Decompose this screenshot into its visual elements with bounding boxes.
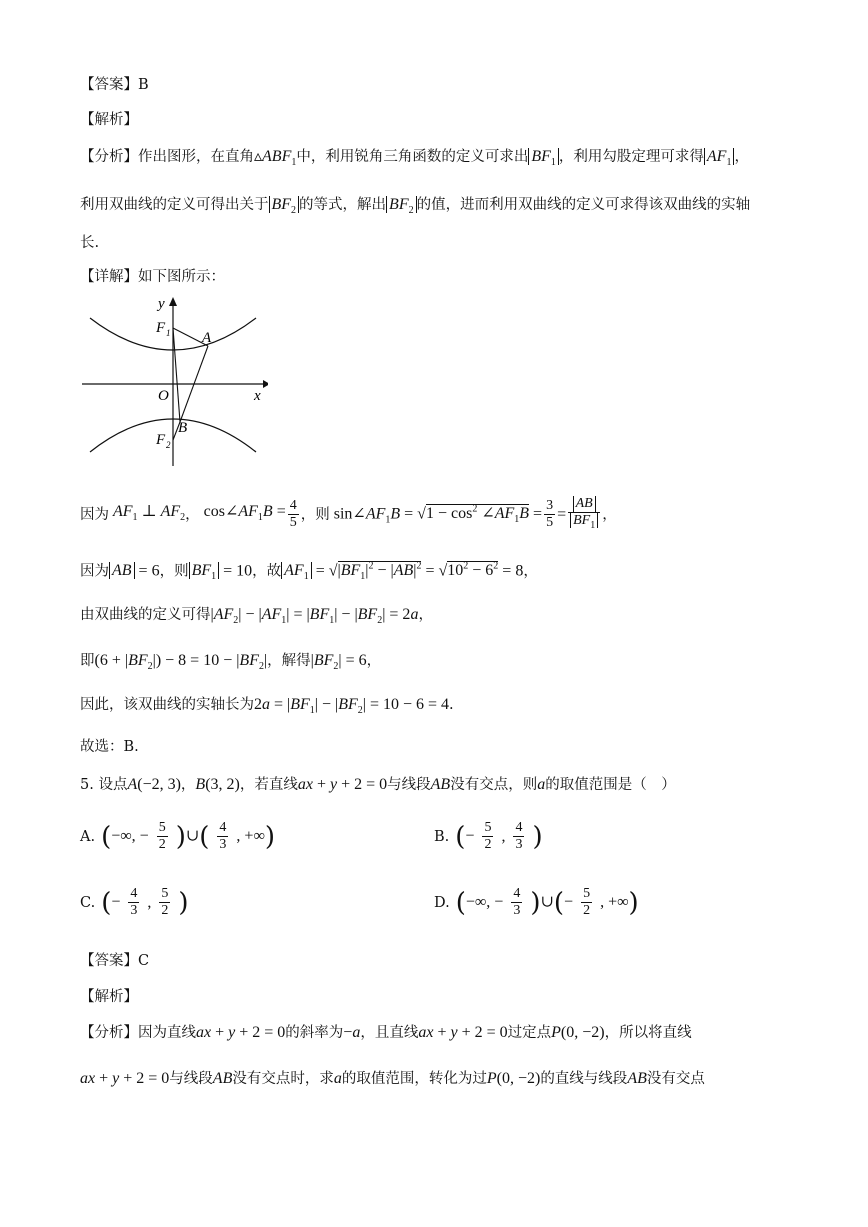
label-f1: F: [156, 320, 166, 336]
answer-label-q4: 【答案】B: [80, 77, 149, 93]
conclusion-q4: 故选：B.: [80, 739, 139, 755]
option-c[interactable]: C. (− $\frac{4}{3}$ , $\frac{5}{2}$ ): [80, 886, 189, 918]
label-o: O: [158, 388, 169, 404]
solution-line-1: 因为 $AF_1$ ⊥ $AF_2$ ， $\cos\angle AF_1B$ = $\frac{4}{5}$ ，则 $\sin\angle AF_1B = √1 - \cos^2$ $\angle AF_1B$ = $\frac{3}{5}$ = $\frac{AB}{BF_1}$ ，: [80, 496, 617, 534]
label-y: y: [158, 296, 165, 312]
label-f2: F: [156, 432, 166, 448]
svg-text:2: 2: [166, 440, 171, 450]
analysis-header-q4: 【解析】: [80, 112, 138, 128]
q5-analysis-line-2: ax + y + 2 = 0与线段AB没有交点时，求a的取值范围，转化为过P(0, −2)的直线与线段AB没有交点: [80, 1070, 705, 1087]
segment-f1-b: [173, 328, 180, 422]
solution-line-2: 因为 AB = 6，则 $BF_1 = 10$，故 $AF_1 = √|BF_1|^2 - |AB|^2 = √10^2 - 6^2 = 8$，: [80, 561, 538, 583]
label-x: x: [254, 388, 261, 404]
label-a: A: [202, 330, 212, 346]
option-d[interactable]: D. (−∞, − $\frac{4}{3}$ )∪(− $\frac{5}{2}$ , +∞): [434, 886, 639, 918]
answer-label-q5: 【答案】C: [80, 953, 150, 969]
detail-header: 【详解】如下图所示：: [80, 269, 225, 285]
option-a[interactable]: A. (−∞, − $\frac{5}{2}$ )∪( $\frac{4}{3}$ , +∞): [80, 820, 276, 852]
label-b: B: [178, 420, 188, 436]
svg-text:1: 1: [166, 328, 171, 338]
x-axis-arrow-icon: [263, 380, 268, 388]
analysis-header-q5: 【解析】: [80, 989, 138, 1005]
solution-line-3: 由双曲线的定义可得$|AF_2| - |AF_1| = |BF_1| - |BF_2| = 2a$，: [80, 606, 433, 627]
analysis-line-3: 长.: [80, 235, 100, 251]
solution-line-5: 因此，该双曲线的实轴长为$2a = |BF_1| - |BF_2| = 10 - 6 = 4$.: [80, 696, 454, 717]
analysis-line-2: 利用双曲线的定义可得出关于 $BF_2$ 的等式，解出 $BF_2$ 的值，进而利用双曲线的定义可求得该双曲线的实轴: [80, 196, 751, 217]
solution-line-4: 即$(6 + |BF_2|) - 8 = 10 - |BF_2|$，解得$|BF_2| = 6$，: [80, 652, 382, 673]
analysis-line-1: 【分析】作出图形，在直角$▵ABF_1$中，利用锐角三角函数的定义可求出 $BF_1$ ，利用勾股定理可求得 $AF_1$ ，: [80, 148, 749, 169]
y-axis-arrow-icon: [169, 297, 177, 306]
option-b[interactable]: B. (− $\frac{5}{2}$ , $\frac{4}{3}$ ): [434, 820, 543, 852]
hyperbola-figure: [78, 294, 268, 470]
q5-analysis-line-1: 【分析】因为直线ax + y + 2 = 0的斜率为−a，且直线ax + y + 2 = 0过定点P(0, −2)，所以将直线: [80, 1024, 692, 1041]
question-5-stem: 5. 设点A(−2, 3)，B(3, 2)，若直线ax + y + 2 = 0与线段AB没有交点，则a的取值范围是（ ）: [80, 776, 676, 793]
